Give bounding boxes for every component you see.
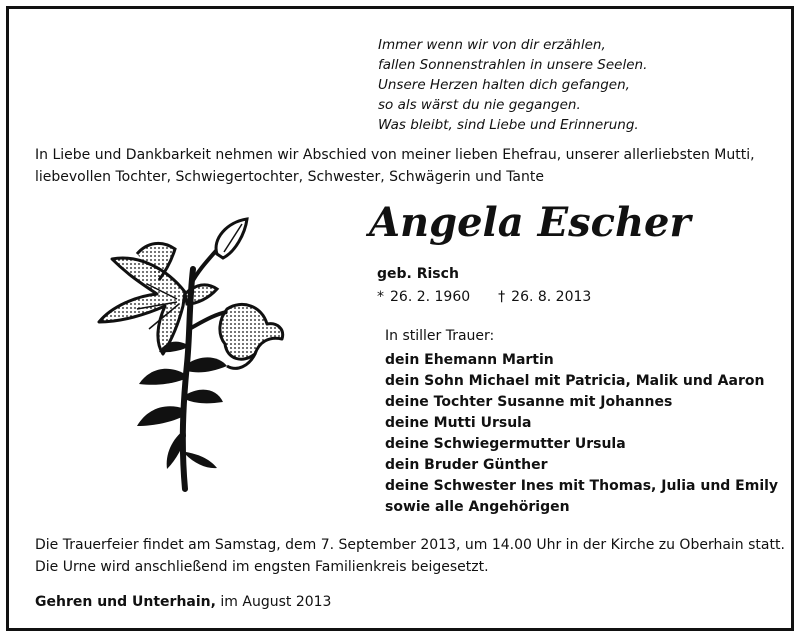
maiden-name: geb. Risch [377, 266, 459, 282]
birth-date: 26. 2. 1960 [390, 289, 471, 305]
mourner: dein Bruder Günther [385, 457, 548, 473]
intro-line: In Liebe und Dankbarkeit nehmen wir Abschied von meiner lieben Ehefrau, unserer allerliebsten Mutti, [35, 147, 755, 163]
mourners-list [385, 350, 778, 518]
deceased-name: Angela Escher [369, 199, 691, 246]
poem-line: Was bleibt, sind Liebe und Erinnerung. [378, 117, 639, 133]
obituary-content [9, 9, 791, 628]
mourner: deine Schwiegermutter Ursula [385, 436, 626, 452]
intro-line: liebevollen Tochter, Schwiegertochter, Schwester, Schwägerin und Tante [35, 169, 544, 185]
funeral-info [35, 534, 785, 578]
mourner: deine Tochter Susanne mit Johannes [385, 394, 673, 410]
life-dates [377, 287, 591, 307]
mourner: dein Sohn Michael mit Patricia, Malik und Aaron [385, 373, 765, 389]
place-month: im August 2013 [215, 594, 332, 610]
poem-line: Unsere Herzen halten dich gefangen, [378, 77, 630, 93]
funeral-line: Die Urne wird anschließend im engsten Familienkreis beigesetzt. [35, 559, 489, 575]
death-date: 26. 8. 2013 [511, 289, 592, 305]
poem-line: Immer wenn wir von dir erzählen, [378, 37, 606, 53]
mourner: deine Mutti Ursula [385, 415, 532, 431]
mourner: deine Schwester Ines mit Thomas, Julia und Emily [385, 478, 779, 494]
poem-line: fallen Sonnenstrahlen in unsere Seelen. [378, 57, 648, 73]
death-symbol: † [498, 289, 506, 305]
funeral-line: Die Trauerfeier findet am Samstag, dem 7. September 2013, um 14.00 Uhr in der Kirche zu Oberhain statt. [35, 537, 785, 553]
intro-text [35, 144, 775, 188]
poem [378, 35, 647, 135]
mourner: sowie alle Angehörigen [385, 499, 570, 515]
birth-symbol: * [377, 289, 384, 305]
obituary-frame [6, 6, 794, 631]
place-date [35, 592, 331, 612]
mourner: dein Ehemann Martin [385, 352, 554, 368]
poem-line: so als wärst du nie gegangen. [378, 97, 581, 113]
mourning-label: In stiller Trauer: [385, 328, 495, 344]
place-location: Gehren und Unterhain, [35, 594, 216, 610]
lily-icon [77, 214, 292, 494]
